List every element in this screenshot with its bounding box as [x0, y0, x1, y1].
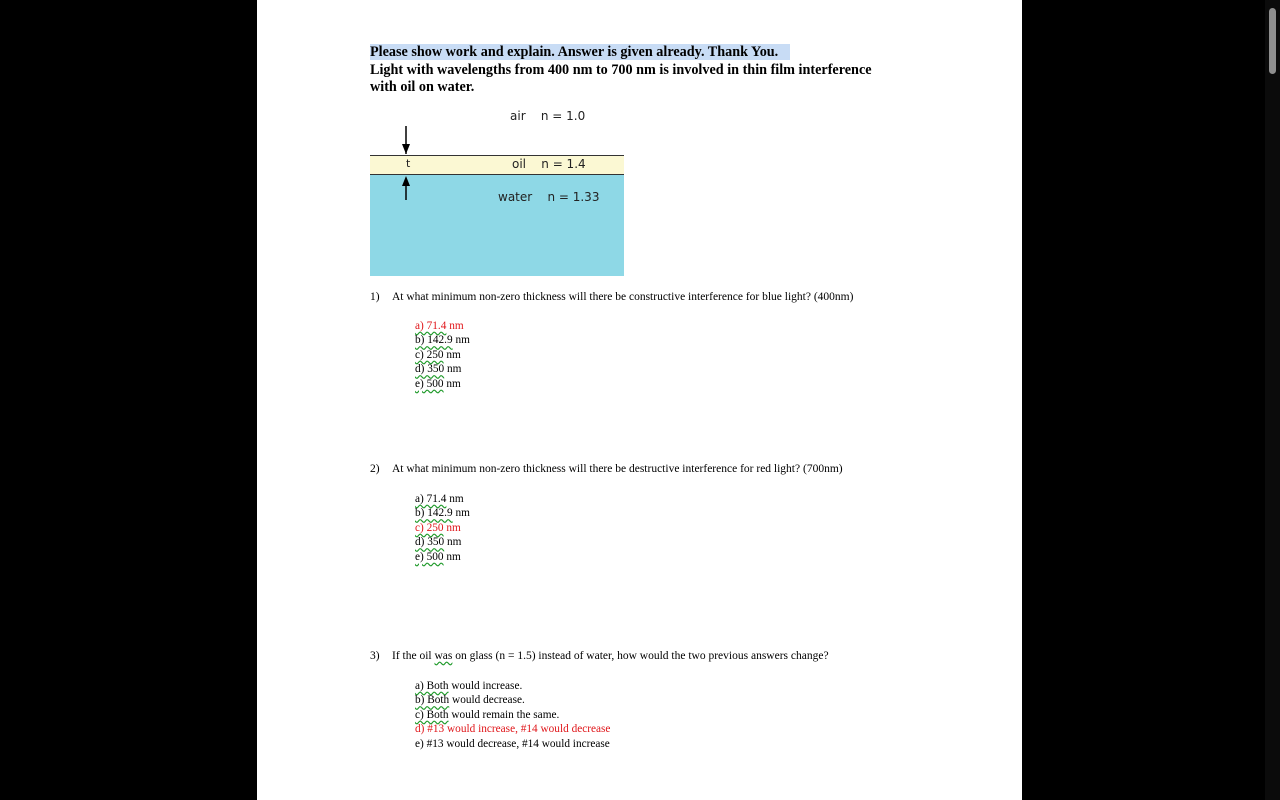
- question-number: 1): [370, 291, 380, 303]
- option-e: e) #13 would decrease, #14 would increase: [415, 737, 610, 750]
- option-e: e) 500 nm: [415, 377, 461, 390]
- option-c: c) 250 nm: [415, 521, 461, 534]
- option-a: a) 71.4 nm: [415, 320, 464, 332]
- bottom-arrow-head: [402, 176, 410, 186]
- option-b: b) 142.9 nm: [415, 334, 470, 347]
- question-3-options: [415, 679, 610, 751]
- vertical-scrollbar[interactable]: [1265, 0, 1280, 800]
- question-text: At what minimum non-zero thickness will there be constructive interference for blue light? (400nm): [392, 291, 854, 303]
- thin-film-diagram: [370, 104, 624, 276]
- question-text-start: If the oil: [392, 650, 435, 662]
- option-c: c) 250 nm: [415, 348, 461, 361]
- option-b: b) 142.9 nm: [415, 507, 470, 520]
- option-b: b) Both would decrease.: [415, 694, 525, 707]
- question-2-options: [415, 492, 470, 564]
- problem-statement-line1: Light with wavelengths from 400 nm to 700 nm is involved in thin film interference: [370, 61, 872, 78]
- header: [370, 44, 930, 97]
- air-label: air n = 1.0: [510, 109, 586, 123]
- question-1: [370, 291, 853, 303]
- question-number: 3): [370, 650, 380, 662]
- question-1-options: [415, 319, 470, 391]
- question-2: [370, 463, 843, 475]
- option-e: e) 500 nm: [415, 550, 461, 563]
- question-3: [370, 650, 829, 662]
- option-a: a) Both would increase.: [415, 680, 523, 692]
- option-c: c) Both would remain the same.: [415, 708, 560, 721]
- option-d: d) 350 nm: [415, 536, 462, 549]
- thickness-label: t: [406, 157, 411, 170]
- question-text-end: on glass (n = 1.5) instead of water, how would the two previous answers change?: [452, 650, 829, 662]
- problem-statement-line2: with oil on water.: [370, 79, 475, 96]
- document-page: [257, 0, 1022, 800]
- top-arrow-head: [402, 144, 410, 154]
- oil-label: oil n = 1.4: [512, 157, 586, 171]
- instruction-highlight: Please show work and explain. Answer is given already. Thank You.: [370, 44, 790, 60]
- scrollbar-thumb[interactable]: [1269, 8, 1276, 74]
- water-label: water n = 1.33: [498, 190, 600, 204]
- option-a: a) 71.4 nm: [415, 493, 464, 505]
- option-d: d) 350 nm: [415, 363, 462, 376]
- question-number: 2): [370, 463, 380, 475]
- question-text-marked: was: [434, 650, 453, 662]
- option-d: d) #13 would increase, #14 would decrease: [415, 723, 611, 736]
- question-text: At what minimum non-zero thickness will there be destructive interference for red light? (700nm): [392, 463, 843, 475]
